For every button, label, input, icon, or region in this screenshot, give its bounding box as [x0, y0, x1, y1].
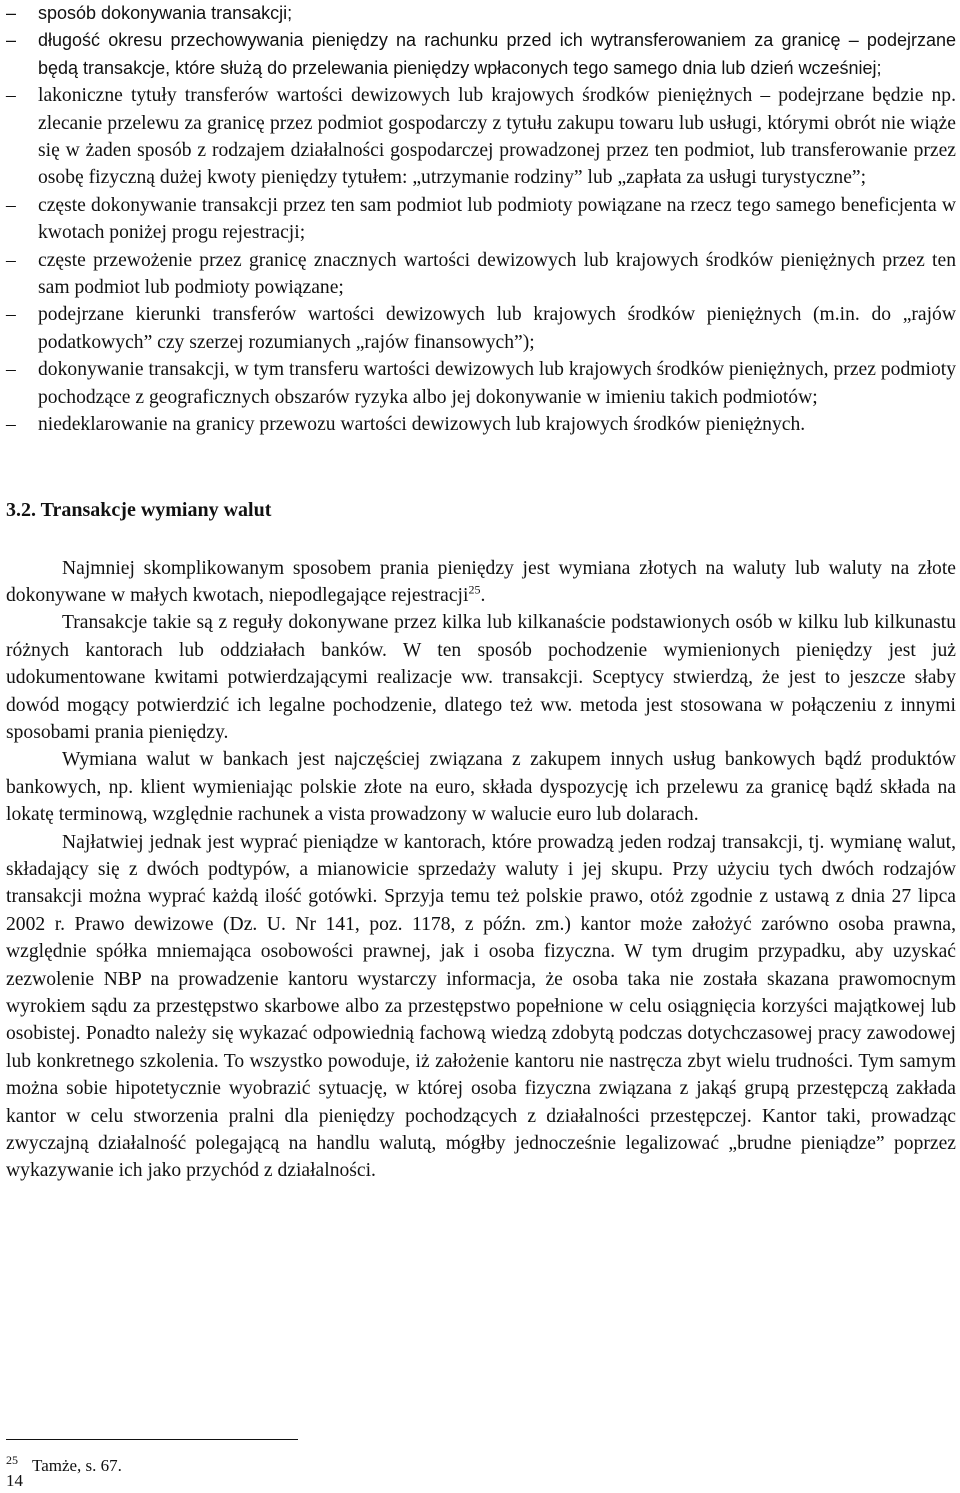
dash-bullet: –	[6, 249, 16, 271]
paragraph: Wymiana walut w bankach jest najczęściej związana z zakupem innych usług bankowych bądź produktów bankowych, np. klient wymieniając polskie złote na euro, składa dyspozycję ich przelewu za granicę bądź składa na lokatę terminową, względnie rachunek a vista prowadzony w walucie euro lub dolarach.	[6, 749, 956, 826]
footnote	[6, 1455, 122, 1477]
paragraph	[6, 555, 956, 610]
list-item-text: sposób dokonywania transakcji;	[38, 3, 293, 23]
document-page	[6, 0, 956, 1490]
footnote-number: 25	[6, 1453, 18, 1468]
paragraph-text: Najmniej skomplikowanym sposobem prania pieniędzy jest wymiana złotych na waluty lub waluty na złote dokonywane w małych kwotach, niepodlegające rejestracji	[6, 557, 956, 606]
dash-bullet: –	[6, 30, 17, 51]
list-item	[6, 356, 956, 411]
list-item-text: długość okresu przechowywania pieniędzy na rachunku przed ich wytransferowaniem za granicę – podejrzane będą transakcje, które służą do przelewania pieniędzy wpłaconych tego samego dnia lub dzień wcześniej;	[38, 30, 956, 78]
paragraph: Najłatwiej jednak jest wyprać pieniądze w kantorach, które prowadzą jeden rodzaj transakcji, tj. wymianę walut, składający się z dwóch podtypów, a mianowicie sprzedaży waluty i jej skupu. Przy użyciu tych dwóch rodzajów transakcji można wyprać każdą ilość gotówki. Sprzyja temu też polskie prawo, otóż zgodnie z ustawą z dnia 27 lipca 2002 r. Prawo dewizowe (Dz. U. Nr 141, poz. 1178, z późn. zm.) kantor może założyć zarówno osoba prawna, względnie spółka mniemająca osobowości prawnej, jak i osoba fizyczna. W tym drugim przypadku, aby uzyskać zezwolenie NBP na prowadzenie kantoru wystarczy informacja, że osoba taka nie została skazana prawomocnym wyrokiem sądu za przestępstwo skarbowe albo za przestępstwo popełnione w celu osiągnięcia korzyści majątkowej lub osobistej. Ponadto należy się wykazać odpowiednią fachową wiedzą zdobytą podczas dotychczasowej pracy zawodowej lub konkretnego szkolenia. To wszystko powoduje, iż założenie kantoru nie nastręcza zbyt wielu trudności. Tym samym można sobie hipotetycznie wyobrazić sytuację, w której osoba fizyczna związana z jakąś grupą przestępczą zakłada kantor w celu stworzenia pralni dla pieniędzy pochodzących z działalności przestępczej. Kantor taki, prowadząc zwyczajną działalność polegającą na handlu walutą, mógłby jednocześnie legalizować „brudne pieniądze” poprzez wykazywanie ich jako przychód z działalności.	[6, 831, 956, 1182]
list-item	[6, 0, 956, 27]
list-item-text: częste dokonywanie transakcji przez ten sam podmiot lub podmioty powiązane na rzecz tego samego beneficjenta w kwotach poniżej progu rejestracji;	[38, 194, 956, 244]
dash-bullet: –	[6, 194, 16, 216]
section-heading: 3.2. Transakcje wymiany walut	[6, 498, 272, 521]
dash-bullet: –	[6, 414, 16, 436]
list-item	[6, 82, 956, 192]
footnote-divider	[6, 1439, 298, 1440]
list-item-text: dokonywanie transakcji, w tym transferu wartości dewizowych lub krajowych środków pieniężnych, przez podmioty pochodzące z geograficznych obszarów ryzyka albo jej dokonywanie w imieniu takich podmiotów;	[38, 359, 956, 408]
list-item	[6, 301, 956, 356]
dash-bullet: –	[6, 85, 16, 107]
dash-bullet: –	[6, 3, 17, 23]
dash-bullet: –	[6, 304, 16, 326]
bullet-list	[6, 0, 956, 439]
paragraph: Transakcje takie są z reguły dokonywane przez kilka lub kilkanaście podstawionych osób w kilku lub kilkunastu różnych kantorach lub oddziałach banków. W ten sposób pochodzenie wymienionych pieniędzy jest już udokumentowane kwitami potwierdzającymi realizacje ww. transakcji. Sceptycy stwierdzą, że jest to jeszcze słaby dowód mogący potwierdzić ich legalne pochodzenie, dlatego też ww. metoda jest stosowana w połączeniu z innymi sposobami prania pieniędzy.	[6, 612, 956, 743]
list-item-text: częste przewożenie przez granicę znacznych wartości dewizowych lub krajowych środków pieniężnych przez ten sam podmiot lub podmioty powiązane;	[38, 249, 956, 299]
list-item	[6, 192, 956, 247]
list-item	[6, 411, 956, 438]
paragraph-end: .	[480, 584, 486, 606]
list-item-text: podejrzane kierunki transferów wartości dewizowych lub krajowych środków pieniężnych (m.in. do „rajów podatkowych” czy szerzej rozumianych „rajów finansowych”);	[38, 304, 956, 353]
list-item-text: lakoniczne tytuły transferów wartości dewizowych lub krajowych środków pieniężnych – podejrzane będzie np. zlecanie przelewu za granicę przez podmiot gospodarczy z tytułu zakupu towaru lub usługi, którymi obrót nie wiąże się w żaden sposób z rodzajem działalności gospodarczej prowadzonej przez ten podmiot, lub transferowanie przez osobę fizyczną dużej kwoty pieniędzy tytułem: „utrzymanie rodziny” lub „zapłata za usługi turystyczne”;	[38, 85, 956, 189]
list-item	[6, 27, 956, 82]
list-item	[6, 247, 956, 302]
section-body	[6, 555, 956, 1185]
list-item-text: niedeklarowanie na granicy przewozu wartości dewizowych lub krajowych środków pieniężnych.	[38, 414, 806, 436]
page-number: 14	[6, 1471, 23, 1490]
dash-bullet: –	[6, 359, 16, 381]
footnote-reference[interactable]: 25	[468, 582, 481, 597]
footnote-text: Tamże, s. 67.	[32, 1456, 122, 1475]
